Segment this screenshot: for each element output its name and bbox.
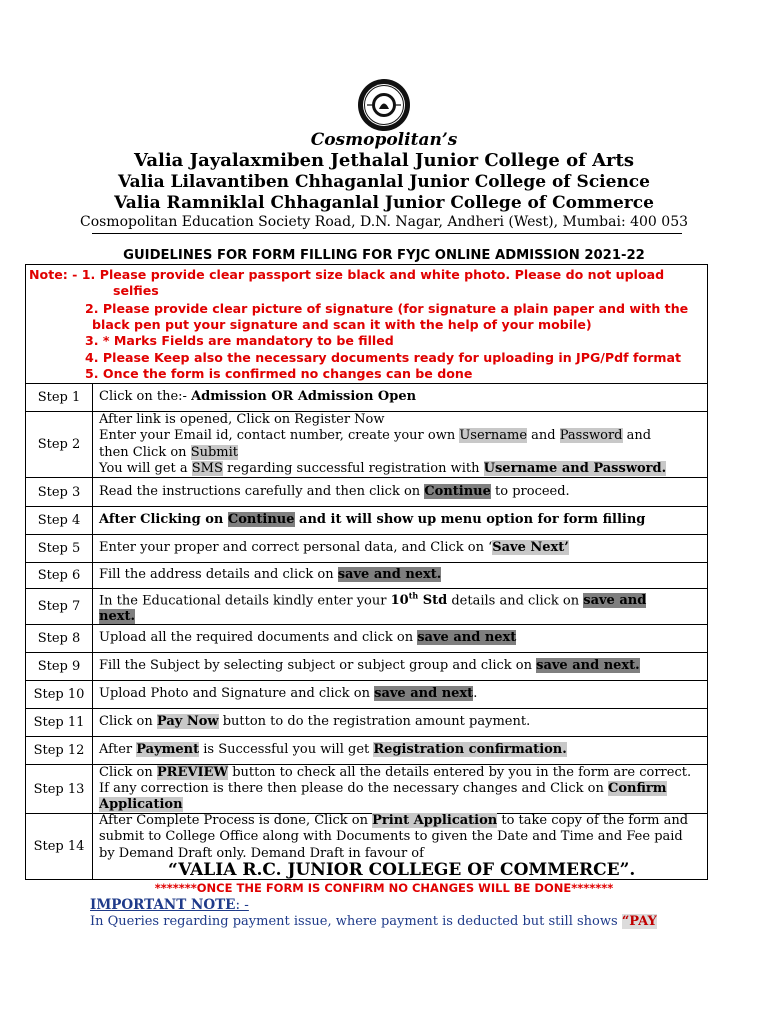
notes-block [26,265,707,384]
step-row [26,589,707,625]
important-note-heading: IMPORTANT NOTE: - [90,897,249,913]
step-label: Step 9 [26,653,93,680]
note-1: Note: - 1. Please provide clear passport size black and white photo. Please do not upload [29,267,665,282]
step-row [26,563,707,589]
step-label: Step 14 [26,814,93,879]
step-row [26,535,707,563]
step-row [26,478,707,507]
step-label: Step 4 [26,507,93,534]
step-text: Upload all the required documents and click on save and next [99,630,517,646]
step-text: Upload Photo and Signature and click on save and next. [99,686,478,702]
step-label: Step 7 [26,589,93,624]
demand-draft-payee: “VALIA R.C. JUNIOR COLLEGE OF COMMERCE”. [168,859,636,880]
college-seal-icon [357,78,411,132]
step-row [26,625,707,653]
step-text: After Payment is Successful you will get Registration confirmation. [99,742,567,758]
note-4: 4. Please Keep also the necessary documents ready for uploading in JPG/Pdf format [85,350,681,365]
guidelines-table [25,264,708,880]
note-3: 3. * Marks Fields are mandatory to be filled [85,333,394,348]
step-row [26,653,707,681]
college-arts-title: Valia Jayalaxmiben Jethalal Junior College of Arts [134,150,634,171]
confirm-warning: *******ONCE THE FORM IS CONFIRM NO CHANGES WILL BE DONE******* [154,881,614,895]
step-text: Click on the:- Admission OR Admission Open [99,389,417,405]
college-commerce-title: Valia Ramniklal Chhaganlal Junior College of Commerce [114,193,654,213]
payment-query-text: In Queries regarding payment issue, where payment is deducted but still shows “PAY [90,914,657,929]
step-label: Step 1 [26,384,93,411]
step-label: Step 2 [26,412,93,477]
step-row [26,709,707,737]
step-row [26,737,707,765]
step-text: After link is opened, Click on Register Now Enter your Email id, contact number, create your own Username and Password and then Click on Submit You will get a SMS regarding successful registration with Username and Password. [99,411,667,476]
step-row [26,507,707,535]
step-label: Step 6 [26,563,93,588]
guidelines-title: GUIDELINES FOR FORM FILLING FOR FYJC ONLINE ADMISSION 2021-22 [123,248,645,263]
step-text: After Complete Process is done, Click on Print Application to take copy of the form and submit to College Office along with Documents to given the Date and Time and Fee paid by Demand Draft only. Demand Draft in favour of “VALIA R.C. JUNIOR COLLEGE OF COMMERCE”. [99,812,689,880]
step-row [26,765,707,814]
step-text: Fill the address details and click on save and next. [99,567,442,583]
step-label: Step 8 [26,625,93,652]
step-text: Click on Pay Now button to do the registration amount payment. [99,714,531,730]
step-label: Step 13 [26,765,93,813]
step-row [26,384,707,412]
step-label: Step 5 [26,535,93,562]
step-row [26,412,707,478]
brand-name: Cosmopolitan’s [310,130,458,150]
step-text: Click on PREVIEW button to check all the details entered by you in the form are correct. If any correction is there then please do the necessary changes and Click on Confirm Application [99,764,692,813]
step-label: Step 12 [26,737,93,764]
step-text: In the Educational details kindly enter your 10th Std details and click on save and next. [99,590,647,625]
header-divider [92,233,682,234]
note-2: 2. Please provide clear picture of signature (for signature a plain paper and with the [85,301,689,316]
note-5: 5. Once the form is confirmed no changes can be done [85,366,473,381]
college-science-title: Valia Lilavantiben Chhaganlal Junior College of Science [118,172,650,192]
note-2-cont: black pen put your signature and scan it with the help of your mobile) [92,317,592,332]
step-label: Step 11 [26,709,93,736]
step-label: Step 10 [26,681,93,708]
step-text: Read the instructions carefully and then click on Continue to proceed. [99,483,570,499]
note-1-cont: selfies [113,283,159,298]
college-address: Cosmopolitan Education Society Road, D.N. Nagar, Andheri (West), Mumbai: 400 053 [79,214,689,230]
step-text: Enter your proper and correct personal data, and Click on ‘Save Next’ [99,540,569,556]
step-row [26,814,707,879]
step-label: Step 3 [26,478,93,506]
step-row [26,681,707,709]
step-text: Fill the Subject by selecting subject or subject group and click on save and next. [99,658,640,674]
step-text: After Clicking on Continue and it will show up menu option for form filling [99,512,646,528]
